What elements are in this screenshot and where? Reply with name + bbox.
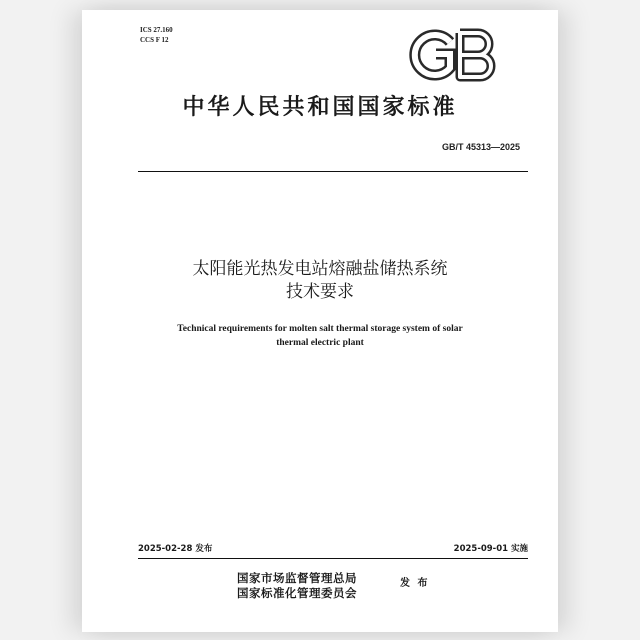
- standard-number: GB/T 45313—2025: [441, 142, 520, 152]
- issue-date: 2025-02-28 发布: [138, 544, 213, 554]
- publisher-block: [237, 571, 357, 601]
- title-chinese-line2: 技术要求: [286, 282, 354, 302]
- title-english-line2: thermal electric plant: [276, 338, 364, 348]
- document-page: [82, 10, 558, 632]
- top-divider: [138, 171, 528, 172]
- national-standard-title: 中华人民共和国国家标准: [182, 94, 458, 120]
- publisher-org-1: 国家市场监督管理总局: [237, 571, 357, 585]
- implementation-date: 2025-09-01 实施: [453, 544, 528, 554]
- ccs-code: CCS F 12: [140, 36, 169, 44]
- publisher-org-2: 国家标准化管理委员会: [237, 586, 357, 600]
- ics-code: ICS 27.160: [140, 26, 173, 34]
- title-chinese-line1: 太阳能光热发电站熔融盐储热系统: [192, 259, 448, 279]
- gb-logo: [406, 28, 502, 82]
- title-english-line1: Technical requirements for molten salt thermal storage system of solar: [177, 324, 463, 334]
- bottom-divider: [138, 558, 528, 559]
- publish-label: 发 布: [400, 578, 430, 589]
